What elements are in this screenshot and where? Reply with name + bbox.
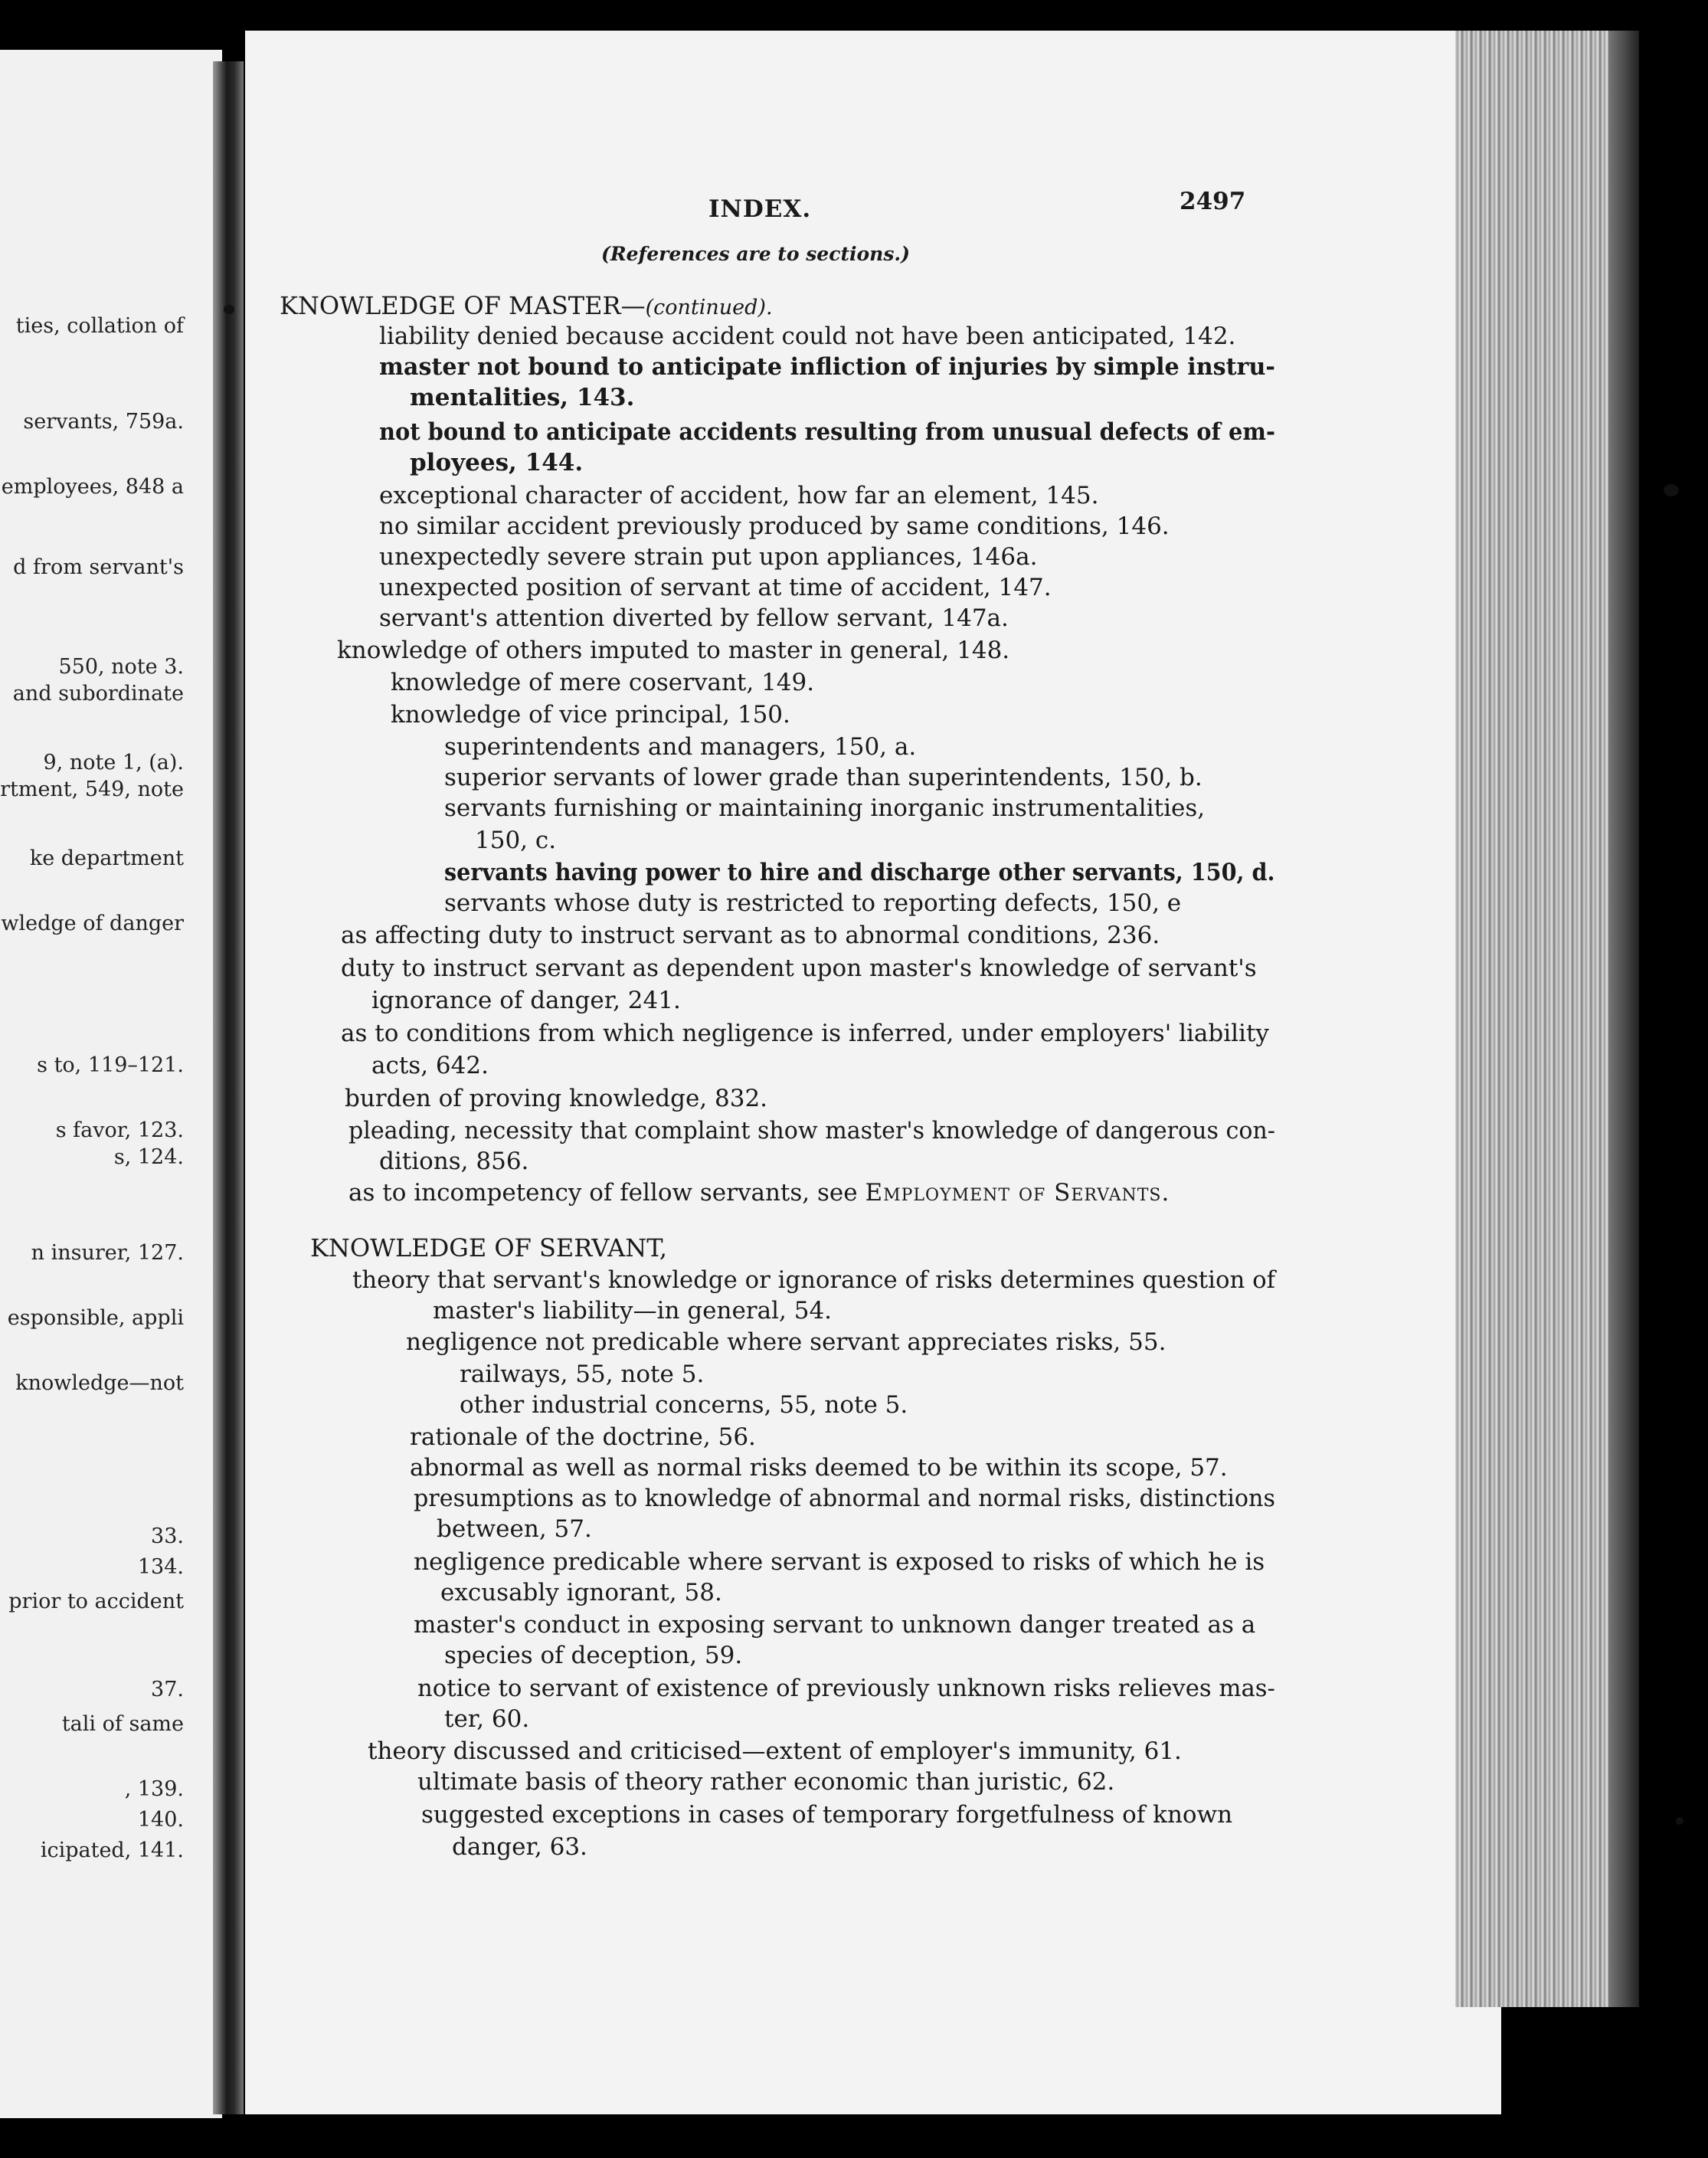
left-page-line: rtment, 549, note [0,778,184,801]
index-entry [460,1360,704,1389]
entry-text: theory that servant's knowledge or ignorance of risks determines question of [352,1266,1275,1294]
index-entry [345,1084,767,1113]
index-entry [341,1019,1269,1048]
index-entry [368,1737,1182,1766]
index-entry [475,826,556,855]
index-entry [348,1116,1275,1145]
entry-text: KNOWLEDGE OF SERVANT, [310,1233,668,1262]
running-head: INDEX. [708,195,812,223]
index-entry [379,1147,528,1176]
ink-spot [1664,484,1679,496]
entry-text: excusably ignorant, 58. [440,1579,722,1606]
book-gutter [213,61,244,2114]
ink-spot [224,305,234,314]
left-page-line: s to, 119–121. [37,1053,184,1077]
index-entry [410,383,634,412]
continued-note: (continued). [645,296,773,319]
index-entry [437,1515,592,1544]
entry-text: 150, c. [475,827,557,854]
entry-text: mentalities, 143. [410,384,635,411]
entry-text: not bound to anticipate accidents resulting from unusual defects of em- [379,418,1275,446]
entry-text: liability denied because accident could not have been anticipated, 142. [379,323,1236,350]
index-entry [444,858,1274,887]
entry-text: unexpectedly severe strain put upon appliances, 146a. [379,543,1038,571]
entry-text: species of deception, 59. [444,1642,743,1669]
index-entry [444,1704,529,1734]
entry-text: burden of proving knowledge, 832. [345,1085,768,1112]
left-page-line: servants, 759a. [23,410,184,434]
entry-text: as to incompetency of fellow servants, see [348,1179,858,1207]
left-facing-page [0,50,222,2118]
index-entry [444,1641,742,1670]
entry-text: knowledge of others imputed to master in general, 148. [337,637,1010,664]
entry-text: knowledge of mere coservant, 149. [391,669,815,696]
left-page-line: and subordinate [12,682,184,706]
left-page-line: 134. [137,1555,184,1579]
left-page-line: ke department [29,846,184,870]
entry-text: ditions, 856. [379,1148,529,1175]
entry-text: ployees, 144. [410,449,584,476]
entry-text: superior servants of lower grade than superintendents, 150, b. [444,764,1202,791]
entry-text: rationale of the doctrine, 56. [410,1423,756,1451]
index-entry [417,1767,1114,1796]
index-entry [371,1051,489,1080]
index-heading [310,1233,667,1262]
index-entry [379,481,1098,510]
entry-text: danger, 63. [452,1833,587,1861]
index-entry [337,636,1009,665]
left-page-line: prior to accident [8,1590,184,1613]
index-entry [410,1423,756,1452]
entry-text: duty to instruct servant as dependent upon master's knowledge of servant's [341,955,1257,982]
left-page-line: s, 124. [113,1145,184,1169]
index-entry [379,604,1009,633]
index-entry [379,512,1170,541]
index-entry [348,1178,1170,1207]
entry-text: KNOWLEDGE OF MASTER— [280,291,646,320]
ink-spot [1676,1817,1683,1825]
page-number: 2497 [1180,188,1246,215]
entry-text: pleading, necessity that complaint show master's knowledge of dangerous con- [348,1117,1275,1144]
page-edges [1455,31,1631,2007]
index-entry [440,1578,722,1607]
entry-text: servants having power to hire and discharge other servants, 150, d. [444,859,1275,886]
entry-text: negligence predicable where servant is exposed to risks of which he is [414,1548,1265,1576]
index-entry [410,1453,1228,1482]
index-entry [379,322,1235,351]
index-entry [421,1800,1232,1829]
entry-text: no similar accident previously produced by same conditions, 146. [379,512,1170,540]
entry-text: as to conditions from which negligence is inferred, under employers' liability [341,1020,1269,1047]
index-entry [352,1266,1275,1295]
entry-text: acts, 642. [371,1052,489,1079]
index-entry [379,573,1052,602]
entry-text: notice to servant of existence of previously unknown risks relieves mas- [417,1675,1275,1702]
left-page-line: 140. [137,1808,184,1832]
index-entry [414,1484,1275,1513]
index-entry [379,352,1275,381]
left-page-line: 37. [151,1678,184,1701]
index-entry [341,954,1257,983]
index-entry [414,1547,1265,1577]
index-entry [460,1390,908,1420]
references-note: (References are to sections.) [601,243,910,265]
index-entry [444,763,1202,792]
left-page-line: esponsible, appli [7,1306,184,1330]
index-entry [406,1328,1166,1357]
left-page-line: ties, collation of [15,314,184,338]
index-entry [341,921,1160,950]
entry-text: ultimate basis of theory rather economic than juristic, 62. [417,1768,1115,1796]
entry-text: servant's attention diverted by fellow servant, 147a. [379,604,1009,632]
entry-text: as affecting duty to instruct servant as to abnormal conditions, 236. [341,922,1160,949]
entry-text: other industrial concerns, 55, note 5. [460,1391,908,1419]
index-entry [444,889,1181,918]
entry-text: exceptional character of accident, how far an element, 145. [379,482,1099,509]
left-page-line: 33. [151,1524,184,1548]
index-entry [444,732,916,761]
left-page-line: d from servant's [13,555,184,579]
left-page-line: 550, note 3. [58,655,184,679]
entry-text: servants whose duty is restricted to reporting defects, 150, e [444,889,1182,917]
left-page-line: 9, note 1, (a). [43,751,184,774]
index-entry [452,1832,587,1862]
entry-text: ignorance of danger, 241. [371,987,681,1014]
left-page-line: s favor, 123. [55,1118,184,1142]
entry-text: knowledge of vice principal, 150. [391,701,790,729]
index-entry [417,1674,1275,1703]
index-entry [379,418,1275,447]
entry-text: between, 57. [437,1515,592,1543]
index-heading [280,291,773,323]
left-page-line: employees, 848 a [1,475,184,499]
page-edge-shadow [1608,31,1639,2007]
entry-text: unexpected position of servant at time of accident, 147. [379,574,1052,601]
entry-text: negligence not predicable where servant appreciates risks, 55. [406,1328,1166,1356]
entry-text: suggested exceptions in cases of temporary forgetfulness of known [421,1801,1233,1829]
cross-reference: Employment of Servants. [865,1179,1170,1207]
entry-text: railways, 55, note 5. [460,1361,705,1388]
index-entry [391,668,814,697]
index-entry [391,700,790,729]
entry-text: master's liability—in general, 54. [433,1297,833,1325]
index-entry [410,448,583,477]
left-page-line: wledge of danger [1,912,184,935]
entry-text: superintendents and managers, 150, a. [444,733,917,761]
left-page-line: icipated, 141. [40,1839,184,1862]
entry-text: ter, 60. [444,1705,530,1733]
index-entry [379,542,1037,571]
index-entry [444,794,1205,823]
entry-text: master not bound to anticipate infliction of injuries by simple instru- [379,353,1275,381]
left-page-line: knowledge—not [15,1371,184,1395]
left-page-line: , 139. [124,1777,184,1801]
entry-text: presumptions as to knowledge of abnormal and normal risks, distinctions [414,1485,1275,1512]
entry-text: theory discussed and criticised—extent of employer's immunity, 61. [368,1737,1182,1765]
left-page-line: n insurer, 127. [31,1241,184,1265]
index-entry [371,986,681,1015]
entry-text: abnormal as well as normal risks deemed to be within its scope, 57. [410,1454,1228,1482]
entry-text: servants furnishing or maintaining inorganic instrumentalities, [444,794,1206,822]
entry-text: master's conduct in exposing servant to unknown danger treated as a [414,1611,1256,1639]
index-entry [433,1296,832,1325]
left-page-line: tali of same [61,1712,184,1736]
index-entry [414,1610,1255,1639]
